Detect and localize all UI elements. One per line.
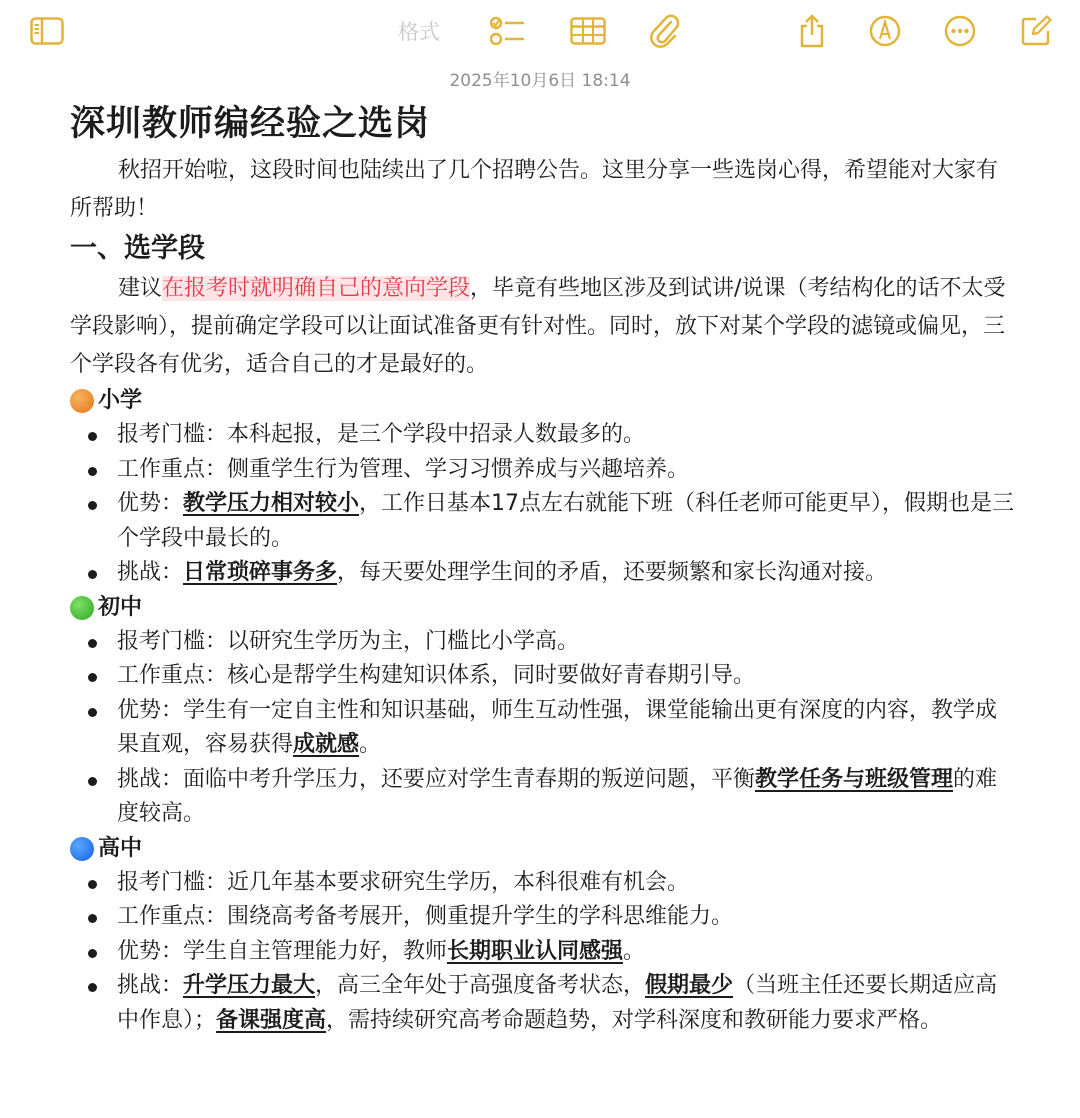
bullet-icon	[88, 639, 97, 648]
bullet-icon	[88, 777, 97, 786]
list-item: 工作重点：侧重学生行为管理、学习习惯养成与兴趣培养。	[70, 453, 1015, 488]
list-item: 报考门槛：近几年基本要求研究生学历，本科很难有机会。	[70, 866, 1015, 901]
sidebar-icon[interactable]	[28, 12, 66, 50]
underlined-text: 教学任务与班级管理	[755, 766, 954, 792]
more-icon[interactable]	[941, 12, 979, 50]
middle-school-list	[70, 625, 1015, 832]
list-item: 报考门槛：本科起报，是三个学段中招录人数最多的。	[70, 418, 1015, 453]
section-heading: 一、选学段	[70, 233, 205, 264]
bullet-icon	[88, 983, 97, 992]
table-icon[interactable]	[569, 12, 607, 50]
list-item: 挑战：面临中考升学压力，还要应对学生青春期的叛逆问题，平衡教学任务与班级管理的难度较高。	[70, 763, 1015, 832]
list-item: 优势：学生自主管理能力好，教师长期职业认同感强。	[70, 935, 1015, 970]
orange-circle-icon	[70, 389, 94, 413]
bullet-icon	[88, 570, 97, 579]
checklist-icon[interactable]	[489, 12, 527, 50]
blue-circle-icon	[70, 837, 94, 861]
primary-school-heading: 小学	[70, 384, 1015, 418]
note-date: 2025年10月6日 18:14	[449, 71, 631, 91]
green-circle-icon	[70, 596, 94, 620]
toolbar	[0, 0, 1080, 62]
list-item: 挑战：升学压力最大，高三全年处于高强度备考状态，假期最少（当班主任还要长期适应高中作息）；备课强度高，需持续研究高考命题趋势，对学科深度和教研能力要求严格。	[70, 969, 1015, 1038]
bullet-icon	[88, 914, 97, 923]
underlined-text: 长期职业认同感强	[447, 938, 624, 964]
bullet-icon	[88, 949, 97, 958]
note-body[interactable]	[70, 100, 1015, 1038]
underlined-text: 教学压力相对较小	[183, 491, 360, 516]
paperclip-icon[interactable]	[646, 12, 684, 50]
high-school-list	[70, 866, 1015, 1039]
underlined-text: 假期最少	[645, 973, 734, 998]
note-title: 深圳教师编经验之选岗	[70, 104, 431, 144]
share-icon[interactable]	[793, 12, 831, 50]
section-paragraph: 建议在报考时就明确自己的意向学段，毕竟有些地区涉及到试讲/说课（考结构化的话不太受学段影响），提前确定学段可以让面试准备更有针对性。同时，放下对某个学段的滤镜或偏见，三个学段各有优劣，适合自己的才是最好的。	[70, 276, 1006, 377]
bullet-icon	[88, 880, 97, 889]
list-item: 优势：学生有一定自主性和知识基础，师生互动性强，课堂能输出更有深度的内容，教学成果直观，容易获得成就感。	[70, 694, 1015, 763]
underlined-text: 升学压力最大	[183, 973, 316, 998]
list-item: 优势：教学压力相对较小，工作日基本17点左右就能下班（科任老师可能更早），假期也是三个学段中最长的。	[70, 487, 1015, 556]
list-item: 挑战：日常琐碎事务多，每天要处理学生间的矛盾，还要频繁和家长沟通对接。	[70, 556, 1015, 591]
underlined-text: 成就感	[293, 732, 360, 757]
highlighted-text: 在报考时就明确自己的意向学段	[162, 276, 471, 301]
middle-school-heading: 初中	[70, 591, 1015, 625]
compose-icon[interactable]	[1017, 12, 1055, 50]
high-school-heading: 高中	[70, 832, 1015, 866]
intro-paragraph: 秋招开始啦，这段时间也陆续出了几个招聘公告。这里分享一些选岗心得，希望能对大家有所帮助！	[70, 158, 999, 221]
markup-icon[interactable]	[866, 12, 904, 50]
bullet-icon	[88, 708, 97, 717]
primary-school-list	[70, 418, 1015, 591]
list-item: 工作重点：核心是帮学生构建知识体系，同时要做好青春期引导。	[70, 659, 1015, 694]
list-item: 工作重点：围绕高考备考展开，侧重提升学生的学科思维能力。	[70, 900, 1015, 935]
format-button[interactable]: 格式	[398, 20, 440, 44]
underlined-text: 日常琐碎事务多	[183, 560, 338, 585]
bullet-icon	[88, 673, 97, 682]
list-item: 报考门槛：以研究生学历为主，门槛比小学高。	[70, 625, 1015, 660]
bullet-icon	[88, 432, 97, 441]
bullet-icon	[88, 467, 97, 476]
bullet-icon	[88, 501, 97, 510]
underlined-text: 备课强度高	[216, 1007, 327, 1033]
